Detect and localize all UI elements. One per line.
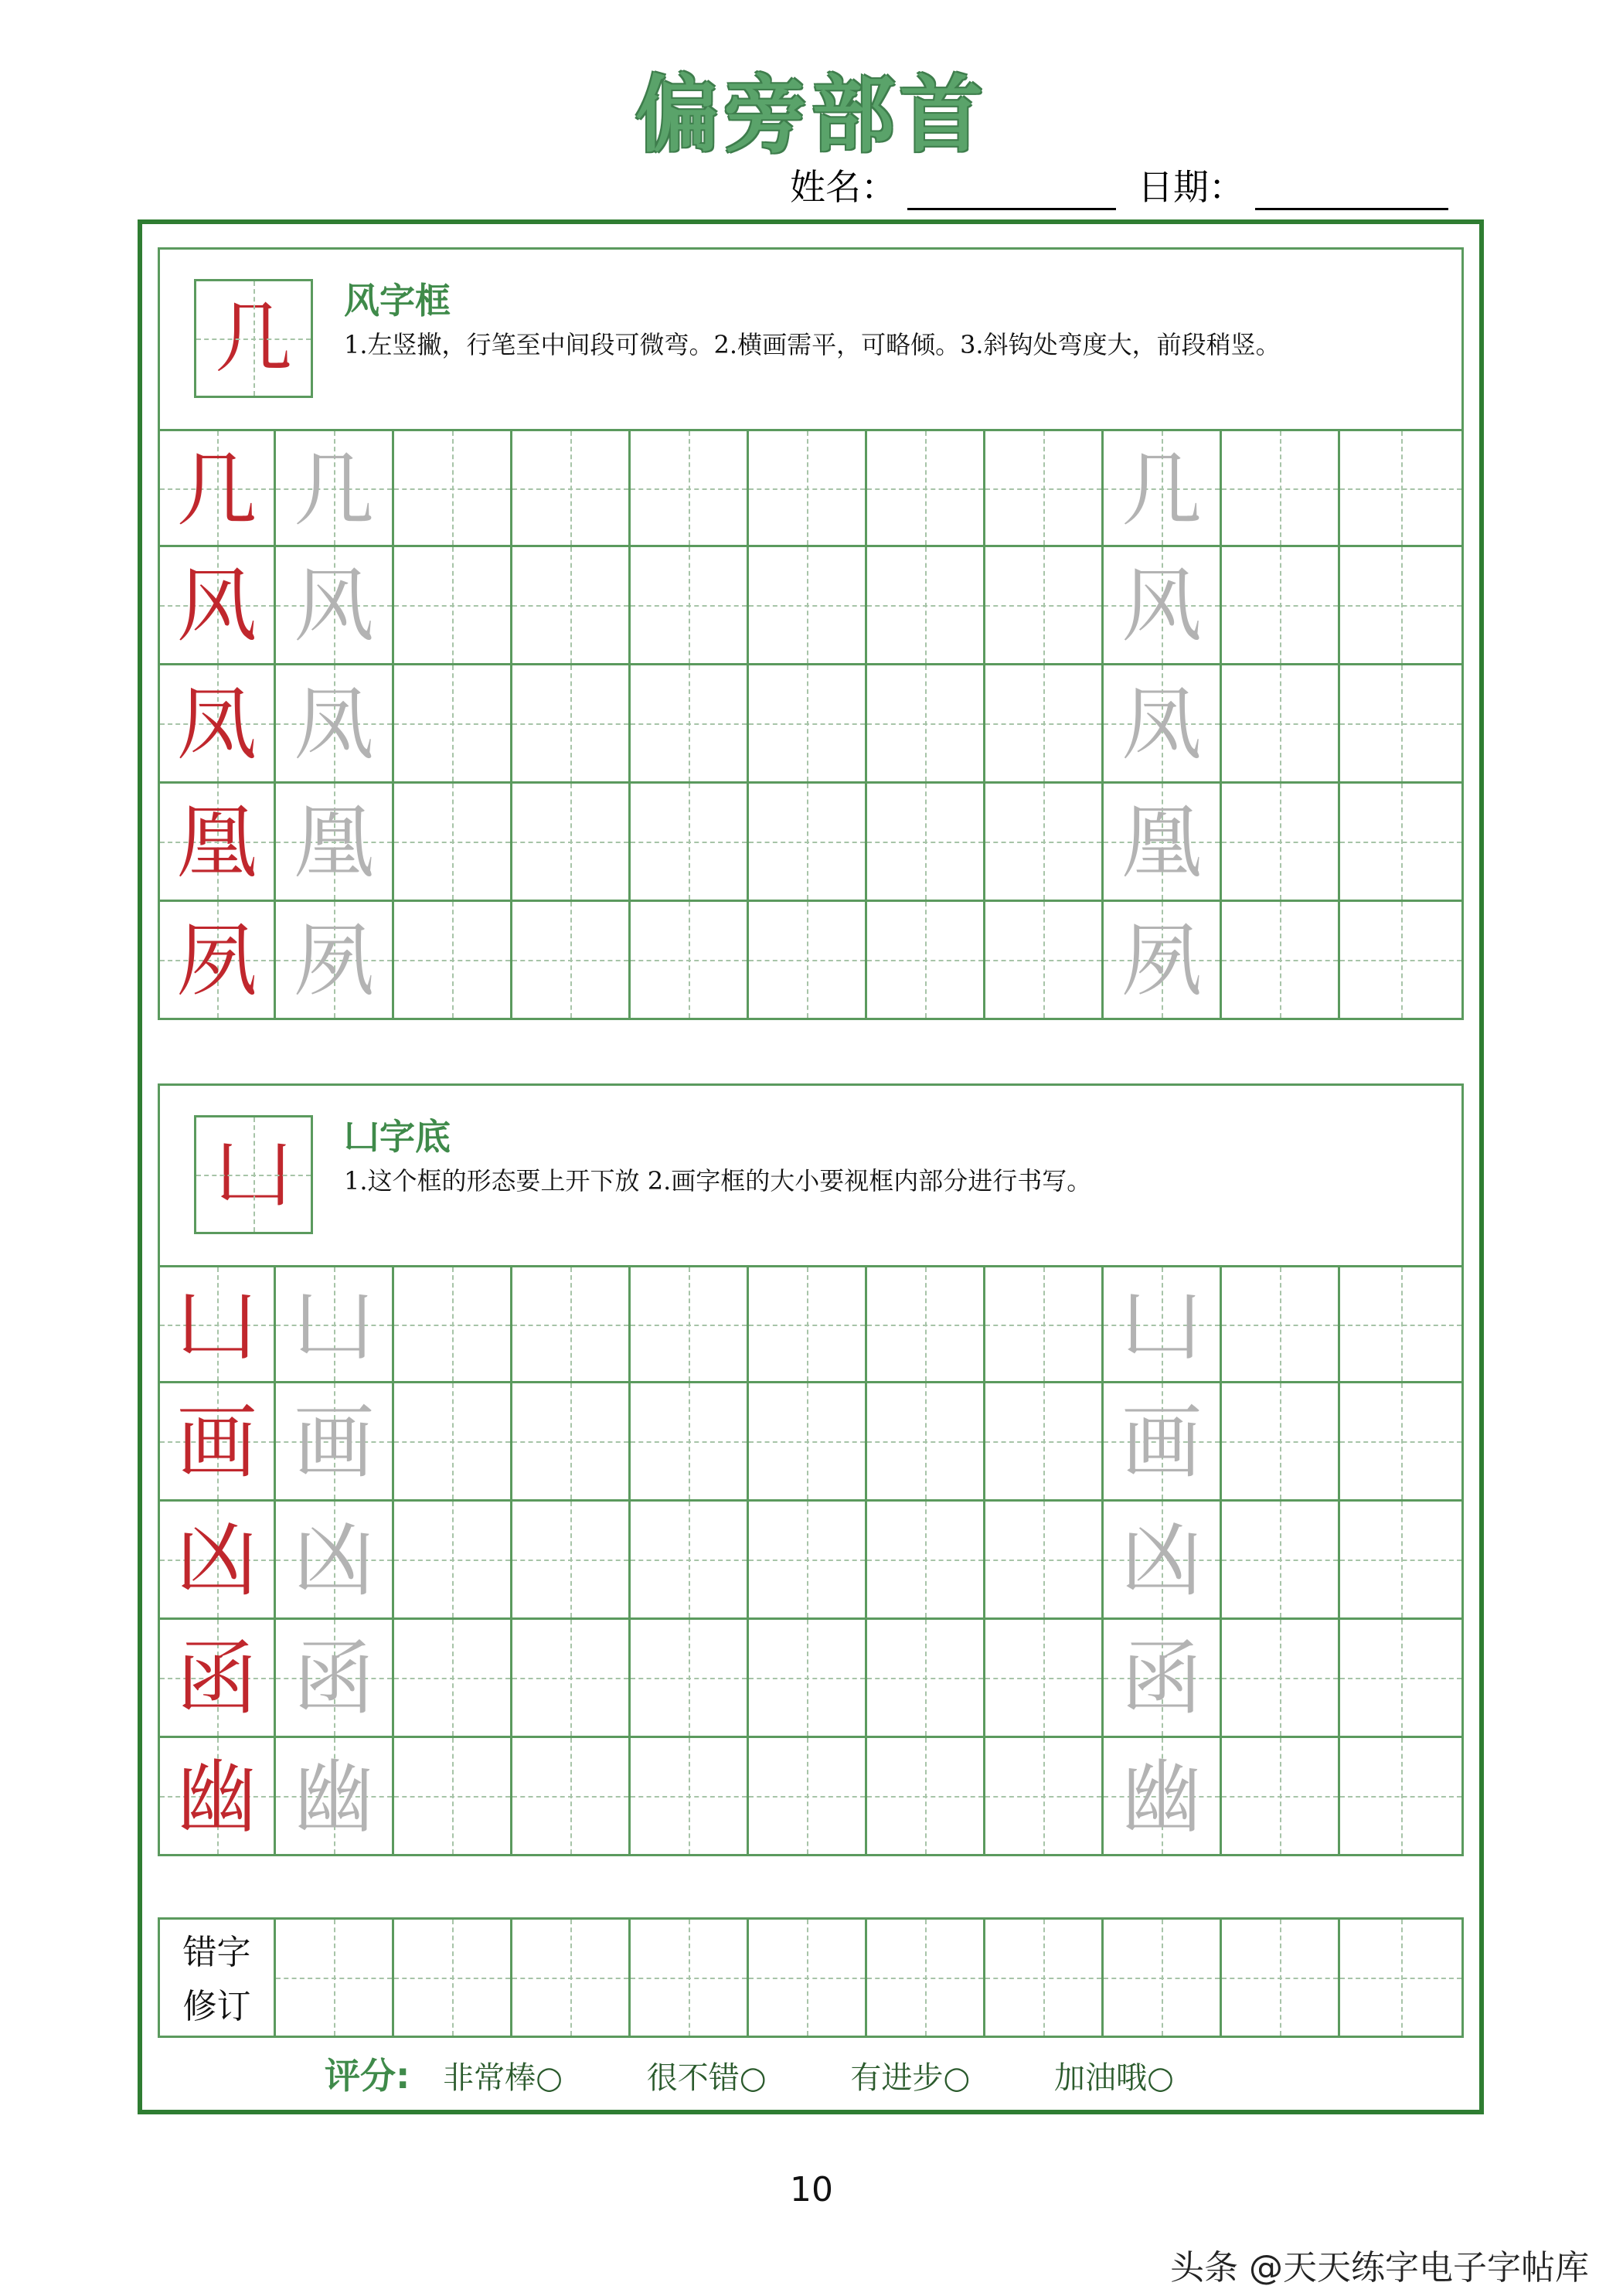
writing-cell[interactable]	[1222, 665, 1340, 784]
name-field	[790, 159, 1116, 210]
trace-char: 幽	[1121, 1750, 1202, 1844]
section-header	[158, 1083, 1464, 1267]
trace-char: 函	[1121, 1631, 1202, 1726]
writing-cell[interactable]	[631, 784, 749, 902]
trace-char: 风	[293, 559, 374, 653]
writing-cell[interactable]	[867, 547, 985, 665]
writing-cell[interactable]	[631, 429, 749, 547]
writing-cell[interactable]	[1340, 1502, 1464, 1620]
correction-cell[interactable]	[749, 1917, 867, 2038]
writing-cell[interactable]	[394, 429, 512, 547]
section-description: 1.左竖撇，行笔至中间段可微弯。2.横画需平，可略倾。3.斜钩处弯度大，前段稍竖。	[344, 330, 1281, 359]
writing-cell[interactable]	[512, 665, 631, 784]
trace-char: 凶	[293, 1513, 374, 1607]
trace-cell	[1104, 1738, 1222, 1856]
practice-row	[158, 1502, 1464, 1620]
writing-cell[interactable]	[512, 1265, 631, 1383]
writing-cell[interactable]	[985, 547, 1104, 665]
trace-char: 凰	[1121, 795, 1202, 889]
practice-row	[158, 1738, 1464, 1856]
model-char: 幽	[176, 1750, 257, 1844]
rating-option[interactable]: 加油哦○	[1054, 2060, 1174, 2096]
writing-cell[interactable]	[1222, 902, 1340, 1020]
example-char-box	[194, 1115, 313, 1234]
trace-char: 几	[1121, 443, 1202, 537]
writing-cell[interactable]	[394, 1738, 512, 1856]
watermark: 头条 @天天练字电子字帖库	[1170, 2248, 1589, 2287]
writing-cell[interactable]	[985, 784, 1104, 902]
name-label: 姓名：	[790, 166, 897, 208]
writing-cell[interactable]	[512, 1620, 631, 1738]
writing-cell[interactable]	[394, 1265, 512, 1383]
writing-cell[interactable]	[631, 547, 749, 665]
model-cell	[158, 1383, 276, 1502]
writing-cell[interactable]	[631, 1265, 749, 1383]
trace-char: 函	[293, 1631, 374, 1726]
writing-cell[interactable]	[985, 1383, 1104, 1502]
trace-cell	[276, 1383, 394, 1502]
practice-row	[158, 429, 1464, 547]
writing-cell[interactable]	[749, 429, 867, 547]
writing-cell[interactable]	[985, 429, 1104, 547]
trace-char: 风	[1121, 559, 1202, 653]
rating-option[interactable]: 很不错○	[646, 2060, 767, 2096]
writing-cell[interactable]	[512, 902, 631, 1020]
model-cell	[158, 1620, 276, 1738]
correction-cell[interactable]	[1104, 1917, 1222, 2038]
writing-cell[interactable]	[1340, 1738, 1464, 1856]
model-cell	[158, 784, 276, 902]
correction-label-line1: 错字	[182, 1933, 251, 1972]
section-heading: 风字框	[344, 280, 451, 321]
section-header	[158, 247, 1464, 431]
rating-label: 评分:	[325, 2055, 410, 2097]
writing-cell[interactable]	[1222, 1502, 1340, 1620]
model-cell	[158, 665, 276, 784]
practice-row	[158, 1620, 1464, 1738]
example-char: 凵	[215, 1129, 292, 1219]
correction-cell[interactable]	[394, 1917, 512, 2038]
model-cell	[158, 1502, 276, 1620]
model-char: 凶	[176, 1513, 257, 1607]
trace-cell	[276, 784, 394, 902]
correction-cell[interactable]	[512, 1917, 631, 2038]
writing-cell[interactable]	[1222, 1620, 1340, 1738]
section-description: 1.这个框的形态要上开下放 2.画字框的大小要视框内部分进行书写。	[344, 1166, 1092, 1196]
trace-cell	[1104, 1620, 1222, 1738]
trace-char: 画	[293, 1395, 374, 1489]
writing-cell[interactable]	[867, 665, 985, 784]
trace-char: 凵	[1121, 1279, 1202, 1373]
model-cell	[158, 1738, 276, 1856]
writing-cell[interactable]	[749, 1383, 867, 1502]
writing-cell[interactable]	[1340, 902, 1464, 1020]
writing-cell[interactable]	[1340, 1620, 1464, 1738]
writing-cell[interactable]	[985, 902, 1104, 1020]
correction-row	[158, 1917, 1464, 2038]
writing-cell[interactable]	[749, 547, 867, 665]
trace-cell	[1104, 902, 1222, 1020]
writing-cell[interactable]	[749, 1620, 867, 1738]
correction-label	[158, 1917, 276, 2038]
trace-cell	[276, 1265, 394, 1383]
writing-cell[interactable]	[1222, 1738, 1340, 1856]
trace-cell	[276, 429, 394, 547]
writing-cell[interactable]	[867, 1502, 985, 1620]
practice-row	[158, 1265, 1464, 1383]
model-cell	[158, 547, 276, 665]
writing-cell[interactable]	[631, 1383, 749, 1502]
writing-cell[interactable]	[1340, 1383, 1464, 1502]
model-char: 画	[176, 1395, 257, 1489]
practice-row	[158, 665, 1464, 784]
correction-cell[interactable]	[1222, 1917, 1340, 2038]
trace-cell	[276, 1502, 394, 1620]
writing-cell[interactable]	[985, 1265, 1104, 1383]
trace-char: 幽	[293, 1750, 374, 1844]
page-number: 10	[790, 2170, 833, 2209]
writing-cell[interactable]	[1340, 429, 1464, 547]
writing-cell[interactable]	[631, 902, 749, 1020]
rating-bar	[325, 2048, 1248, 2099]
trace-cell	[276, 547, 394, 665]
writing-cell[interactable]	[867, 429, 985, 547]
writing-cell[interactable]	[512, 429, 631, 547]
date-field	[1138, 159, 1448, 210]
writing-cell[interactable]	[1222, 784, 1340, 902]
writing-cell[interactable]	[867, 902, 985, 1020]
rating-option[interactable]: 非常棒○	[443, 2060, 563, 2096]
writing-cell[interactable]	[749, 1738, 867, 1856]
writing-cell[interactable]	[631, 1502, 749, 1620]
page-title: 偏旁部首	[635, 67, 988, 164]
correction-cell[interactable]	[1340, 1917, 1464, 2038]
trace-cell	[1104, 1265, 1222, 1383]
trace-char: 凵	[293, 1279, 374, 1373]
practice-row	[158, 547, 1464, 665]
model-cell	[158, 429, 276, 547]
writing-cell[interactable]	[867, 1383, 985, 1502]
trace-cell	[1104, 665, 1222, 784]
practice-row	[158, 902, 1464, 1020]
model-cell	[158, 1265, 276, 1383]
writing-cell[interactable]	[749, 902, 867, 1020]
trace-cell	[1104, 1502, 1222, 1620]
writing-cell[interactable]	[985, 1620, 1104, 1738]
trace-char: 凶	[1121, 1513, 1202, 1607]
example-char-box	[194, 279, 313, 398]
writing-cell[interactable]	[512, 784, 631, 902]
date-label: 日期：	[1138, 166, 1244, 208]
example-char: 几	[215, 293, 292, 383]
trace-char: 画	[1121, 1395, 1202, 1489]
rating-option[interactable]: 有进步○	[850, 2060, 971, 2096]
trace-cell	[276, 902, 394, 1020]
trace-char: 凤	[1121, 677, 1202, 771]
writing-cell[interactable]	[394, 547, 512, 665]
trace-char: 凰	[293, 795, 374, 889]
writing-cell[interactable]	[631, 1620, 749, 1738]
trace-cell	[276, 665, 394, 784]
trace-cell	[1104, 1383, 1222, 1502]
name-line[interactable]	[907, 172, 1116, 210]
trace-cell	[276, 1620, 394, 1738]
writing-cell[interactable]	[1222, 547, 1340, 665]
trace-cell	[1104, 784, 1222, 902]
correction-cell[interactable]	[985, 1917, 1104, 2038]
writing-cell[interactable]	[512, 1383, 631, 1502]
writing-cell[interactable]	[1222, 429, 1340, 547]
writing-cell[interactable]	[512, 1502, 631, 1620]
writing-cell[interactable]	[394, 784, 512, 902]
writing-cell[interactable]	[867, 1620, 985, 1738]
practice-row	[158, 1383, 1464, 1502]
writing-cell[interactable]	[867, 1738, 985, 1856]
writing-cell[interactable]	[1340, 665, 1464, 784]
model-char: 函	[176, 1631, 257, 1726]
trace-char: 凤	[293, 677, 374, 771]
writing-cell[interactable]	[512, 1738, 631, 1856]
writing-cell[interactable]	[394, 902, 512, 1020]
writing-cell[interactable]	[749, 665, 867, 784]
correction-cell[interactable]	[867, 1917, 985, 2038]
writing-cell[interactable]	[512, 547, 631, 665]
writing-cell[interactable]	[394, 665, 512, 784]
trace-char: 夙	[1121, 913, 1202, 1008]
practice-row	[158, 784, 1464, 902]
model-char: 凰	[176, 795, 257, 889]
trace-char: 夙	[293, 913, 374, 1008]
writing-cell[interactable]	[394, 1620, 512, 1738]
date-line[interactable]	[1255, 172, 1448, 210]
correction-cell[interactable]	[276, 1917, 394, 2038]
writing-cell[interactable]	[1340, 784, 1464, 902]
model-char: 几	[176, 443, 257, 537]
writing-cell[interactable]	[985, 1738, 1104, 1856]
correction-cell[interactable]	[631, 1917, 749, 2038]
writing-cell[interactable]	[985, 1502, 1104, 1620]
model-char: 凵	[176, 1279, 257, 1373]
writing-cell[interactable]	[394, 1502, 512, 1620]
writing-cell[interactable]	[749, 1265, 867, 1383]
model-char: 凤	[176, 677, 257, 771]
writing-cell[interactable]	[394, 1383, 512, 1502]
writing-cell[interactable]	[749, 784, 867, 902]
writing-cell[interactable]	[1340, 547, 1464, 665]
trace-char: 几	[293, 443, 374, 537]
writing-cell[interactable]	[631, 1738, 749, 1856]
writing-cell[interactable]	[867, 784, 985, 902]
writing-cell[interactable]	[749, 1502, 867, 1620]
model-cell	[158, 902, 276, 1020]
trace-cell	[276, 1738, 394, 1856]
model-char: 风	[176, 559, 257, 653]
correction-label-line2: 修订	[182, 1987, 251, 2026]
section-heading: 凵字底	[344, 1116, 451, 1158]
writing-cell[interactable]	[1222, 1383, 1340, 1502]
writing-cell[interactable]	[985, 665, 1104, 784]
writing-cell[interactable]	[867, 1265, 985, 1383]
writing-cell[interactable]	[1222, 1265, 1340, 1383]
trace-cell	[1104, 547, 1222, 665]
writing-cell[interactable]	[631, 665, 749, 784]
writing-cell[interactable]	[1340, 1265, 1464, 1383]
trace-cell	[1104, 429, 1222, 547]
model-char: 夙	[176, 913, 257, 1008]
